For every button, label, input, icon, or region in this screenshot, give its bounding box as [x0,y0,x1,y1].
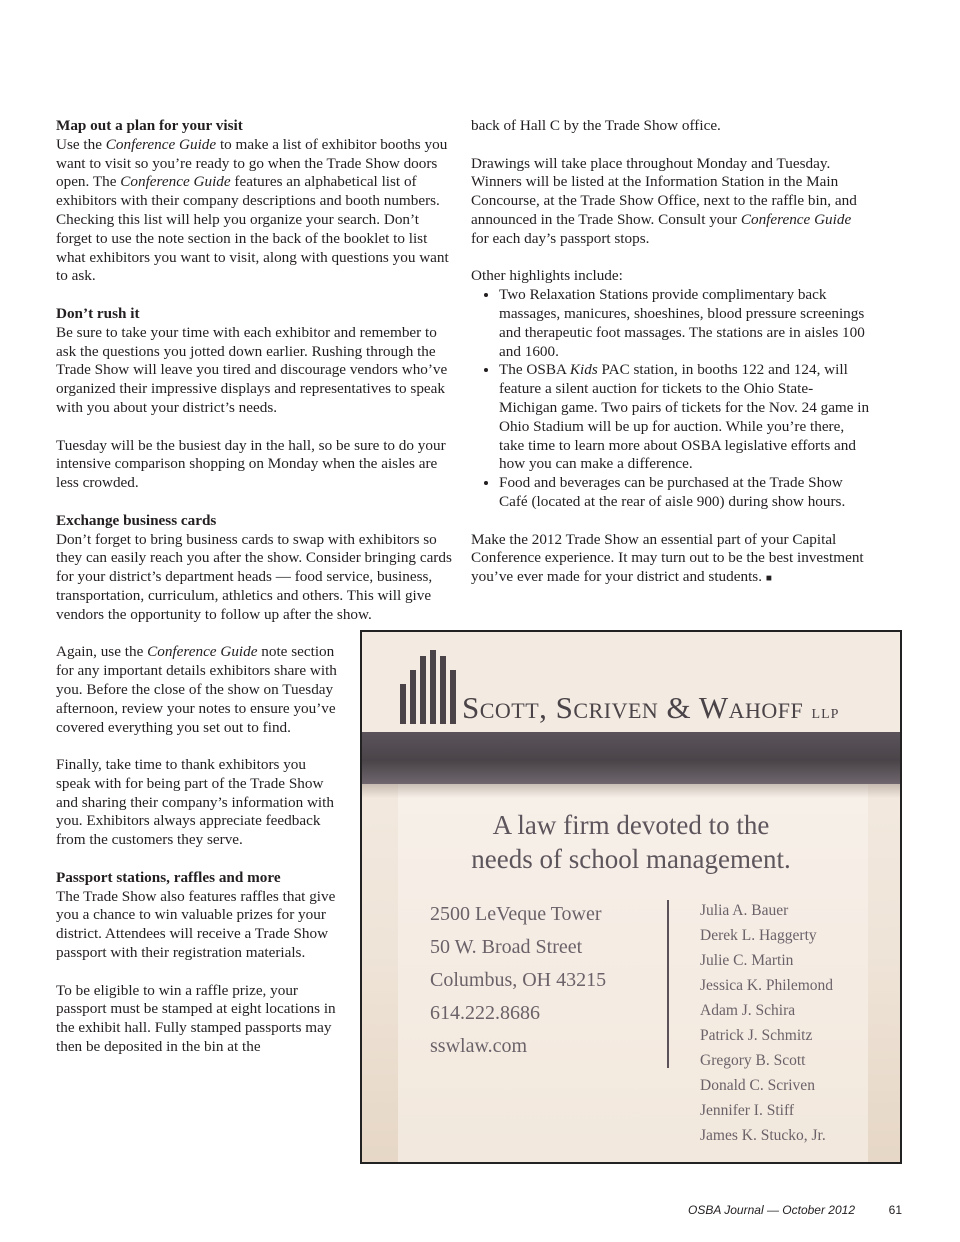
firm-name: Scott, Scriven & Wahoff LLP [462,690,840,725]
paragraph-eligible: To be eligible to win a raffle prize, your passport must be stamped at eight locations in the exhibit hall. Fully stamped passports may then be deposited in the bin at the [56,981,336,1056]
page-number: 61 [888,1203,902,1217]
partner-name: Julie C. Martin [700,952,794,969]
firm-address [430,898,606,1063]
section-heading-plan: Map out a plan for your visit [56,117,243,134]
law-firm-advertisement [360,630,902,1164]
paragraph-tuesday: Tuesday will be the busiest day in the hall, so be sure to do your intensive comparison shopping on Monday when the aisles are less crowded. [56,436,446,492]
partner-name: Donald C. Scriven [700,1077,815,1094]
firm-logo-icon [398,648,458,726]
paragraph-passport: The Trade Show also features raffles that give you a chance to win valuable prizes for your district. Attendees will receive a Trade Show passport with their registration materials. [56,887,336,962]
partner-name: Jennifer I. Stiff [700,1102,794,1119]
paragraph-thanks: Finally, take time to thank exhibitors you speak with for being part of the Trade Show and sharing their company’s information with you. Exhibitors always appreciate feedback from the customers they serve. [56,756,334,849]
conference-guide-title: Conference Guide [105,135,217,153]
address-line: 50 W. Broad Street [430,936,583,958]
list-item: • The OSBA Kids PAC station, in booths 122 and 124, will feature a silent auction for tickets to the Ohio State-Michigan game. Two pairs of tickets for the Nov. 24 game in Ohio Stadium will be up for auction. While you’re there, take time to learn more about OSBA legislative efforts and how you can make a difference. [499,361,871,474]
list-item: • Food and beverages can be purchased at the Trade Show Café (located at the rear of aisle 900) during show hours. [499,474,871,512]
paragraph-plan: Use the Conference Guide to make a list of exhibitor booths you want to visit so you’re ready to go when the Trade Show doors open. The Conference Guide features an alphabetical list of exhibitors with their company descriptions and booth numbers. Checking this list will help you organize your search. Don’t forget to use the note section in the back of the booklet to list what exhibitors you want to visit, along with questions you want to ask. [56,135,449,285]
paragraph-drawings: Drawings will take place throughout Monday and Tuesday. Winners will be listed at the Information Station in the Main Concourse, at the Trade Show Office, next to the raffle bin, and announced in the Trade Show. Consult your Conference Guide for each day’s passport stops. [471,154,857,247]
address-line: Columbus, OH 43215 [430,969,607,991]
ad-tagline: A law firm devoted to the needs of school management. [471,810,791,874]
partner-name: James K. Stucko, Jr. [700,1127,826,1144]
page-footer [0,1203,960,1219]
partner-name: Adam J. Schira [700,1002,796,1019]
firm-website: sswlaw.com [430,1035,528,1057]
partner-name: Jessica K. Philemond [700,977,834,994]
section-heading-cards: Exchange business cards [56,511,217,529]
highlights-intro: Other highlights include: [471,267,623,285]
section-heading-rush: Don’t rush it [56,304,140,322]
right-column [471,117,871,608]
partner-name: Julia A. Bauer [700,902,789,919]
end-mark-icon: ■ [765,573,772,585]
paragraph-conclusion: Make the 2012 Trade Show an essential part of your Capital Conference experience. It may turn out to be the best investment you’ve ever made for your district and students. ■ [471,530,864,586]
ad-banner-bar [362,732,900,784]
partner-name: Patrick J. Schmitz [700,1027,813,1044]
paragraph-again: Again, use the Conference Guide note section for any important details exhibitors share with you. Before the close of the show on Tuesday afternoon, review your notes to ensure you’ve covered everything you set out to find. [56,643,337,736]
paragraph-hall-c: back of Hall C by the Trade Show office. [471,117,721,134]
list-item: • Two Relaxation Stations provide complimentary back massages, manicures, shoeshines, blood pressure screenings and therapeutic foot massages. The stations are in aisles 100 and 1600. [499,286,871,361]
address-line: 2500 LeVeque Tower [430,903,602,925]
partner-name: Gregory B. Scott [700,1052,806,1069]
section-heading-passport: Passport stations, raffles and more [56,868,281,886]
partner-name: Derek L. Haggerty [700,927,817,944]
partner-list [700,898,833,1148]
firm-phone: 614.222.8686 [430,1002,540,1024]
paragraph-rush: Be sure to take your time with each exhibitor and remember to ask the questions you jotted down earlier. Rushing through the Trade Show will leave you tired and discourage vendors who’ve organized their impressive displays and representatives to speak with you about your district’s needs. [56,323,448,416]
paragraph-cards: Don’t forget to bring business cards to swap with exhibitors so they can easily reach you after the show. Consider bringing cards for your district’s department heads — food service, business, transportation, curriculum, athletics and others. This will give vendors the opportunity to follow up after the show. [56,530,452,623]
ad-divider [667,900,669,1068]
journal-title: OSBA Journal — October 2012 [688,1203,855,1217]
highlights-list [471,286,871,512]
